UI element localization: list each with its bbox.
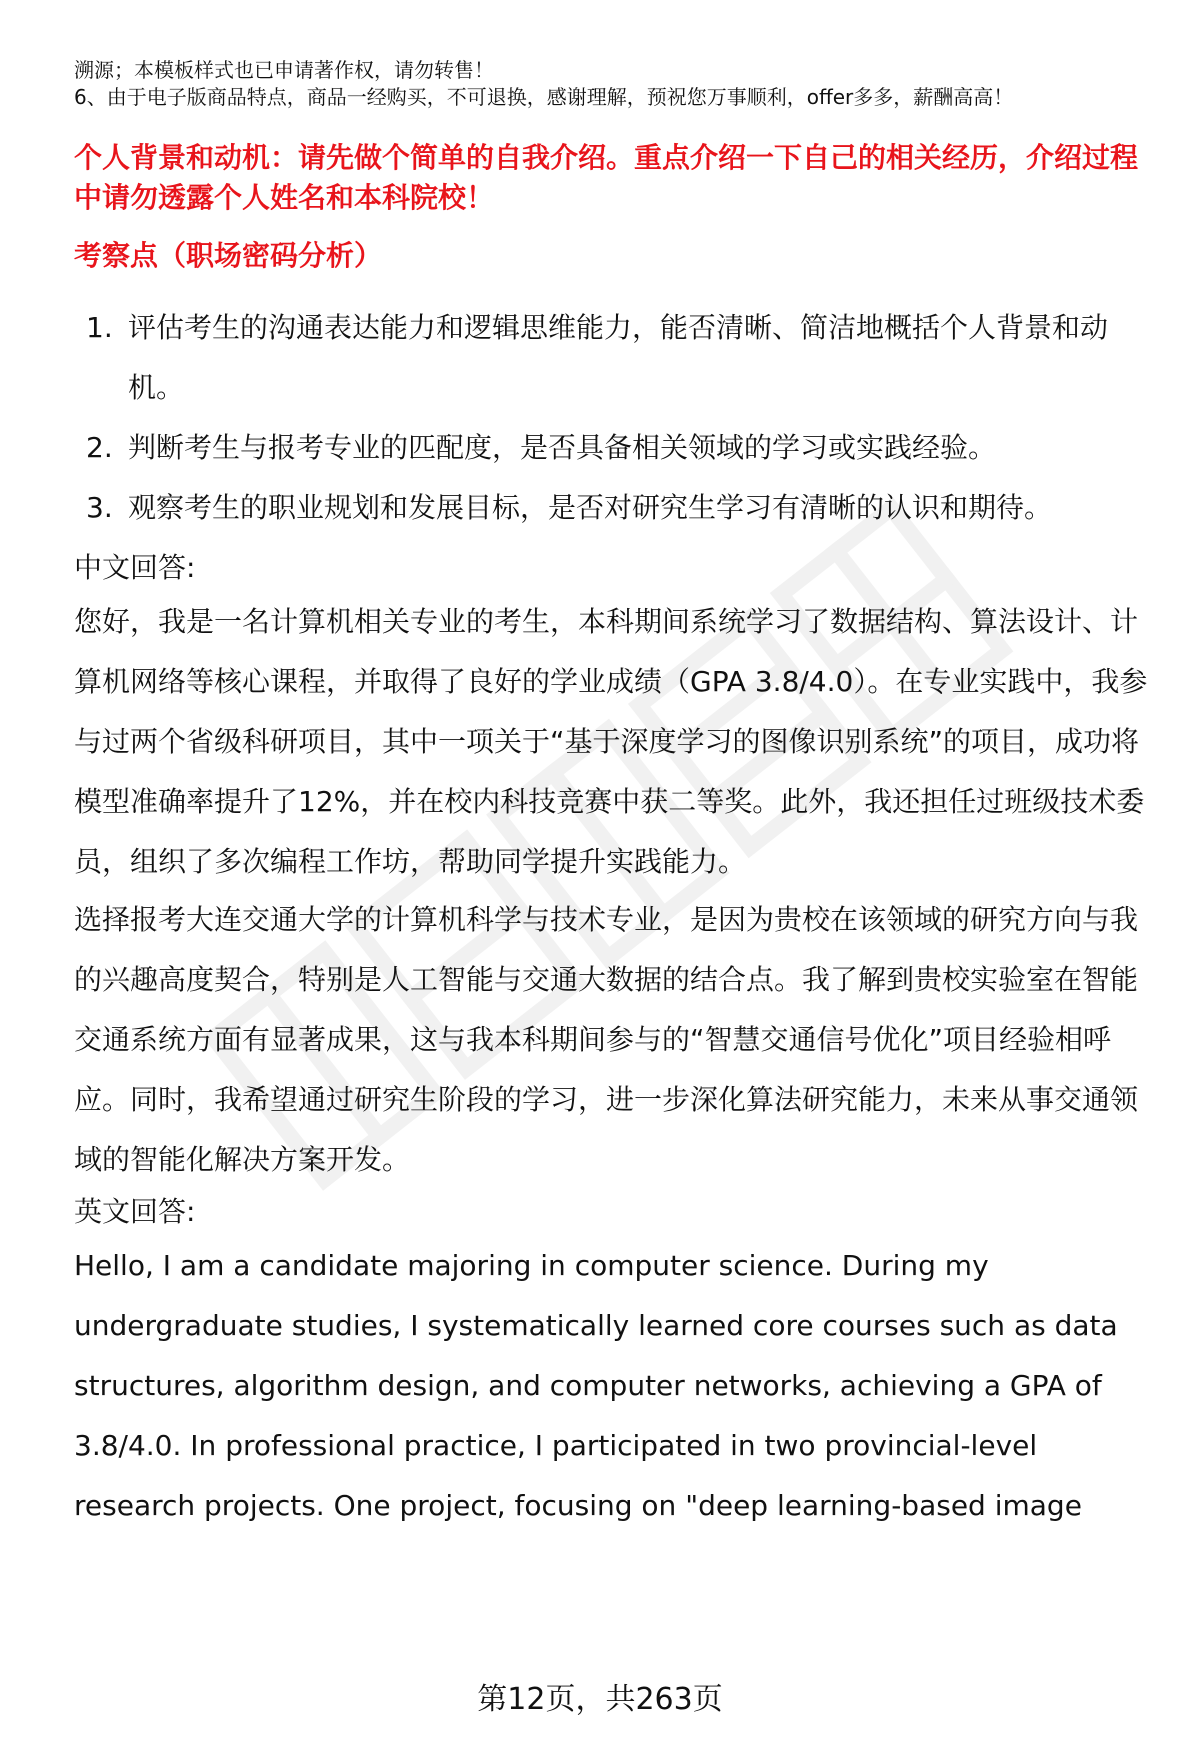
analysis-item — [74, 298, 1154, 418]
chinese-answer-paragraph-2: 选择报考大连交通大学的计算机科学与技术专业，是因为贵校在该领域的研究方向与我的兴趣高度契合，特别是人工智能与交通大数据的结合点。我了解到贵校实验室在智能交通系统方面有显著成果，这与我本科期间参与的“智慧交通信号优化”项目经验相呼应。同时，我希望通过研究生阶段的学习，进一步深化算法研究能力，未来从事交通领域的智能化解决方案开发。 — [74, 903, 1139, 1176]
notice-line-2: 6、由于电子版商品特点，商品一经购买，不可退换，感谢理解，预祝您万事顺利，offer多多，薪酬高高！ — [74, 85, 1014, 109]
english-answer-paragraph: Hello, I am a candidate majoring in computer science. During my undergraduate studies, I systematically learned core courses such as data structures, algorithm design, and computer networks, achieving a GPA of 3.8/4.0. In professional practice, I participated in two provincial-level research projects. One project, focusing on "deep learning-based image — [74, 1249, 1118, 1522]
analysis-item-text: 判断考生与报考专业的匹配度，是否具备相关领域的学习或实践经验。 — [128, 431, 997, 464]
analysis-item — [74, 418, 1154, 478]
analysis-item-number: 1. — [86, 311, 113, 344]
analysis-item-number: 3. — [86, 491, 113, 524]
analysis-item — [74, 478, 1154, 538]
analysis-heading: 考察点（职场密码分析） — [74, 239, 383, 272]
analysis-item-number: 2. — [86, 431, 113, 464]
analysis-item-text: 评估考生的沟通表达能力和逻辑思维能力，能否清晰、简洁地概括个人背景和动机。 — [128, 311, 1109, 404]
page-number-footer: 第12页，共263页 — [477, 1682, 723, 1717]
notice-line-1: 溯源；本模板样式也已申请著作权，请勿转售！ — [74, 58, 494, 82]
chinese-answer-label: 中文回答: — [74, 551, 196, 584]
chinese-answer-paragraph-1: 您好，我是一名计算机相关专业的考生，本科期间系统学习了数据结构、算法设计、计算机网络等核心课程，并取得了良好的学业成绩（GPA 3.8/4.0）。在专业实践中，我参与过两个省级科研项目，其中一项关于“基于深度学习的图像识别系统”的项目，成功将模型准确率提升了12%，并在校内科技竞赛中获二等奖。此外，我还担任过班级技术委员，组织了多次编程工作坊，帮助同学提升实践能力。 — [74, 605, 1148, 878]
analysis-list — [74, 298, 1154, 538]
analysis-item-text: 观察考生的职业规划和发展目标，是否对研究生学习有清晰的认识和期待。 — [128, 491, 1053, 524]
question-title: 个人背景和动机：请先做个简单的自我介绍。重点介绍一下自己的相关经历，介绍过程中请勿透露个人姓名和本科院校！ — [74, 141, 1139, 214]
english-answer-label: 英文回答: — [74, 1195, 196, 1228]
